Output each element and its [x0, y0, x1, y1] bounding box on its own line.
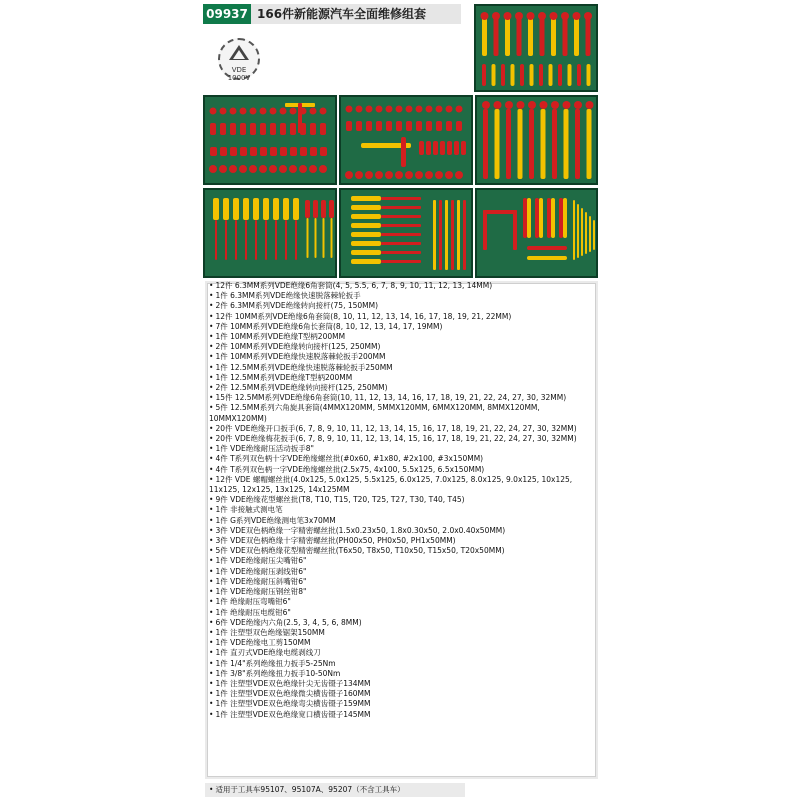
list-item: • 7件 10MM系列VDE绝缘6角长套筒(8, 10, 12, 13, 14, 17, 19MM)	[209, 322, 593, 332]
list-item: • 1件 10MM系列VDE绝缘快速脱落棘轮扳手200MM	[209, 352, 593, 362]
list-item: • 1件 VDE绝缘耐压尖嘴钳6"	[209, 556, 593, 566]
socket-set-icon	[205, 97, 337, 185]
list-item: • 5件 12.5MM系列六角旋具套筒(4MMX120MM, 5MMX120MM, 6MMX120MM, 8MMX120MM, 10MMX120MM)	[209, 403, 593, 423]
list-item: • 1件 6.3MM系列VDE绝缘快速脱落棘轮扳手	[209, 291, 593, 301]
wrench-set-icon	[476, 6, 598, 92]
list-item: • 1件 绝缘耐压电缆钳6"	[209, 608, 593, 618]
pliers-set-icon	[477, 190, 598, 278]
list-item: • 3件 VDE双色柄绝缘十字精密螺丝批(PH00x50, PH0x50, PH1x50MM)	[209, 536, 593, 546]
badge-vde-label: VDE	[231, 66, 247, 74]
list-item: • 1件 12.5MM系列VDE绝缘T型柄200MM	[209, 373, 593, 383]
list-item: • 4件 T系列双色柄一字VDE绝缘螺丝批(2.5x75, 4x100, 5.5x125, 6.5x150MM)	[209, 465, 593, 475]
list-item: • 1件 注塑型VDE双色绝缘微尖横齿镊子160MM	[209, 689, 593, 699]
tray-wrenches-top	[474, 4, 598, 92]
tray-sockets-left	[203, 95, 337, 185]
contents-list	[205, 281, 598, 779]
list-item: • 20件 VDE绝缘开口扳手(6, 7, 8, 9, 10, 11, 12, 13, 14, 15, 16, 17, 18, 19, 21, 22, 24, 27, 30, 32MM)	[209, 424, 593, 434]
list-item: • 5件 VDE双色柄绝缘花型精密螺丝批(T6x50, T8x50, T10x50, T15x50, T20x50MM)	[209, 546, 593, 556]
list-item: • 1件 VDE绝缘耐压钢丝钳8"	[209, 587, 593, 597]
list-item: • 1件 3/8"系列绝缘扭力扳手10-50Nm	[209, 669, 593, 679]
header-bar	[203, 4, 461, 24]
screwdriver-set-icon	[205, 190, 337, 278]
list-item: • 3件 VDE双色柄绝缘一字精密螺丝批(1.5x0.23x50, 1.8x0.30x50, 2.0x0.40x50MM)	[209, 526, 593, 536]
list-item: • 15件 12.5MM系列VDE绝缘6角套筒(10, 11, 12, 13, 14, 16, 17, 18, 19, 21, 22, 24, 27, 30, 32MM)	[209, 393, 593, 403]
list-item: • 1件 注塑型VDE双色绝缘弯尖横齿镊子159MM	[209, 699, 593, 709]
list-item: • 9件 VDE绝缘花型螺丝批(T8, T10, T15, T20, T25, T27, T30, T40, T45)	[209, 495, 593, 505]
ring-wrench-set-icon	[477, 97, 598, 185]
list-item: • 1件 注塑型VDE双色绝缘宽口横齿镊子145MM	[209, 710, 593, 720]
list-item: • 20件 VDE绝缘梅花扳手(6, 7, 8, 9, 10, 11, 12, 13, 14, 15, 16, 17, 18, 19, 21, 22, 24, 27, 30, 32MM)	[209, 434, 593, 444]
list-item: • 12件 10MM系列VDE绝缘6角套筒(8, 10, 11, 12, 13, 14, 16, 17, 18, 19, 21, 22MM)	[209, 312, 593, 322]
list-item: • 6件 VDE绝缘内六角(2.5, 3, 4, 5, 6, 8MM)	[209, 618, 593, 628]
list-item: • 2件 6.3MM系列VDE绝缘转向接杆(75, 150MM)	[209, 301, 593, 311]
item-list	[209, 281, 593, 720]
list-item: • 1件 非接触式测电笔	[209, 505, 593, 515]
list-item: • 2件 12.5MM系列VDE绝缘转向接杆(125, 250MM)	[209, 383, 593, 393]
list-item: • 1件 直刃式VDE绝缘电缆剥线刀	[209, 648, 593, 658]
tray-screwdrivers-left	[203, 188, 337, 278]
list-item: • 12件 VDE 螺帽螺丝批(4.0x125, 5.0x125, 5.5x125, 6.0x125, 7.0x125, 8.0x125, 9.0x125, 10x125, 11x125, 12x125, 13x125, 14x125MM	[209, 475, 593, 495]
list-item: • 12件 6.3MM系列VDE绝缘6角套筒(4, 5, 5.5, 6, 7, 8, 9, 10, 11, 12, 13, 14MM)	[209, 281, 593, 291]
tray-wrenches-right	[475, 95, 598, 185]
list-item: • 1件 注塑型双色绝缘锯架150MM	[209, 628, 593, 638]
list-item: • 2件 10MM系列VDE绝缘转向接杆(125, 250MM)	[209, 342, 593, 352]
tray-screwdrivers-middle	[339, 188, 473, 278]
list-item: • 1件 10MM系列VDE绝缘T型柄200MM	[209, 332, 593, 342]
list-item: • 1件 VDE绝缘耐压斜嘴钳6"	[209, 577, 593, 587]
product-code: 09937	[203, 4, 251, 24]
list-item: • 1件 G系列VDE绝缘测电笔3x70MM	[209, 516, 593, 526]
list-item: • 1件 VDE绝缘耐压活动扳手8"	[209, 444, 593, 454]
product-title: 166件新能源汽车全面维修组套	[257, 7, 427, 21]
list-item: • 1件 VDE绝缘电工剪150MM	[209, 638, 593, 648]
list-item: • 1件 1/4"系列绝缘扭力扳手5-25Nm	[209, 659, 593, 669]
vde-1000v-badge-icon	[218, 38, 260, 80]
tray-sockets-middle	[339, 95, 473, 185]
ratchet-set-icon	[341, 97, 473, 185]
list-item: • 1件 12.5MM系列VDE绝缘快速脱落棘轮扳手250MM	[209, 363, 593, 373]
list-item: • 1件 绝缘耐压弯嘴钳6"	[209, 597, 593, 607]
tray-pliers-right	[475, 188, 598, 278]
compatibility-note: • 适用于工具车95107、95107A、95207（不含工具车）	[205, 783, 465, 797]
precision-screwdriver-set-icon	[341, 190, 473, 278]
list-item: • 1件 VDE绝缘耐压剥线钳6"	[209, 567, 593, 577]
badge-voltage-label: 1000V	[227, 74, 251, 82]
list-item: • 4件 T系列双色柄十字VDE绝缘螺丝批(#0x60, #1x80, #2x100, #3x150MM)	[209, 454, 593, 464]
list-item: • 1件 注塑型VDE双色绝缘针尖无齿镊子134MM	[209, 679, 593, 689]
